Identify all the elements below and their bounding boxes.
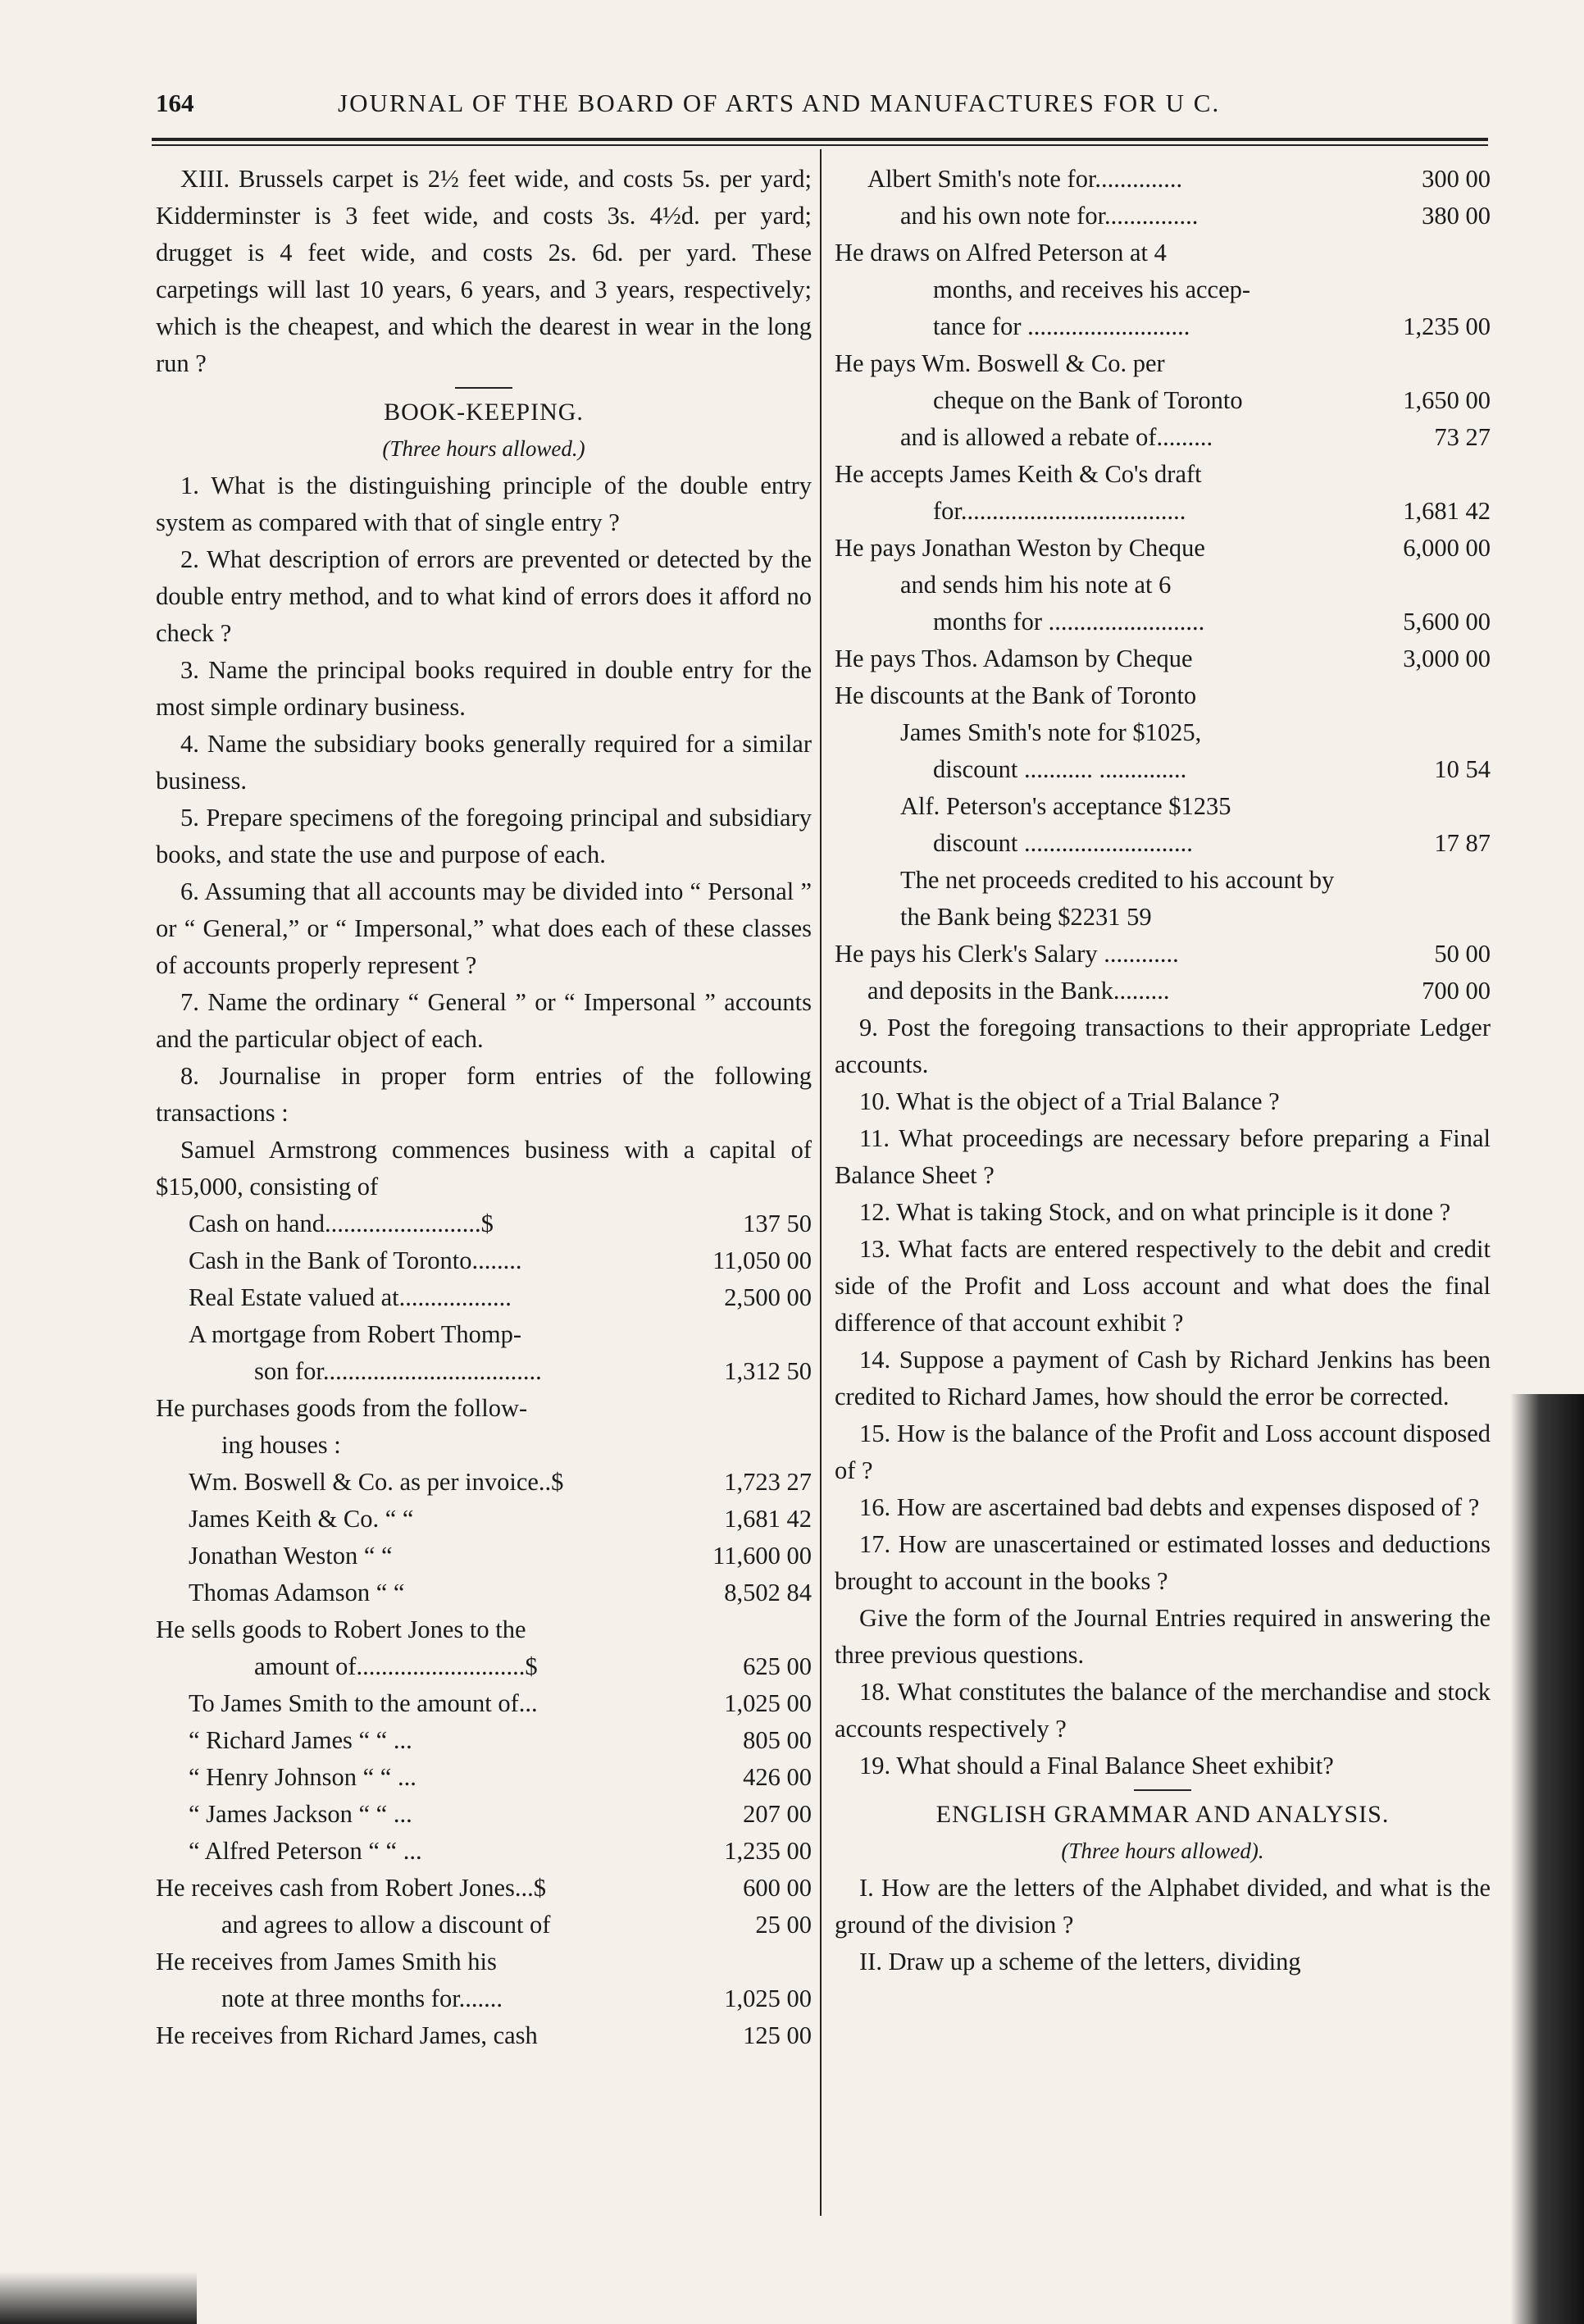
ledger-row: Jonathan Weston “ “ 11,600 00 xyxy=(189,1542,812,1570)
question-2: 2. What description of errors are prevented or detected by the double entry method, and to what kind of errors does it afford no check ? xyxy=(156,545,812,647)
right-column xyxy=(835,161,1491,1980)
ledger-row: Thomas Adamson “ “ 8,502 84 xyxy=(189,1579,812,1606)
grammar-question-ii: II. Draw up a scheme of the letters, dividing xyxy=(859,1948,1301,1975)
question-17: 17. How are unascertained or estimated losses and deductions brought to account in the books ? xyxy=(835,1530,1491,1595)
ledger-text: months, and receives his accep- xyxy=(933,276,1251,303)
question-11: 11. What proceedings are necessary before preparing a Final Balance Sheet ? xyxy=(835,1124,1491,1189)
ledger-row: He pays his Clerk's Salary ............ 50 00 xyxy=(835,940,1491,968)
ledger-row: Cash on hand.........................$ 137 50 xyxy=(189,1210,812,1237)
running-title: JOURNAL OF THE BOARD OF ARTS AND MANUFACTURES FOR U C. xyxy=(338,89,1221,117)
ledger-row: for.................................... 1,681 42 xyxy=(933,497,1491,525)
section-time-allowed: (Three hours allowed). xyxy=(1061,1839,1264,1863)
question-6: 6. Assuming that all accounts may be divided into “ Personal ” or “ General,” or “ Impersonal,” what does each of these classes of accounts properly represent ? xyxy=(156,877,812,979)
question-14: 14. Suppose a payment of Cash by Richard Jenkins has been credited to Richard James, how should the error be corrected. xyxy=(835,1346,1491,1410)
section-rule xyxy=(1134,1789,1191,1791)
ledger-row: amount of...........................$ 625 00 xyxy=(254,1652,812,1680)
ledger-row: “ Alfred Peterson “ “ ... 1,235 00 xyxy=(189,1837,812,1865)
ledger-text: He sells goods to Robert Jones to the xyxy=(156,1615,526,1643)
ledger-row: and is allowed a rebate of......... 73 27 xyxy=(900,423,1491,451)
column-divider xyxy=(820,149,822,2216)
ledger-row: To James Smith to the amount of... 1,025 00 xyxy=(189,1689,812,1717)
ledger-text: He accepts James Keith & Co's draft xyxy=(835,460,1202,488)
header-rule-thin xyxy=(152,144,1488,146)
section-heading-grammar: ENGLISH GRAMMAR AND ANALYSIS. xyxy=(935,1801,1390,1828)
question-13: 13. What facts are entered respectively to the debit and credit side of the Profit and Loss account and what does the final difference of that account exhibit ? xyxy=(835,1235,1491,1337)
left-column xyxy=(156,161,812,2054)
question-10: 10. What is the object of a Trial Balance ? xyxy=(859,1087,1280,1115)
ledger-row: discount ........................... 17 87 xyxy=(933,829,1491,857)
ledger-text: ing houses : xyxy=(221,1431,341,1459)
grammar-question-i: I. How are the letters of the Alphabet divided, and what is the ground of the division ? xyxy=(835,1874,1491,1939)
question-xiii: XIII. Brussels carpet is 2½ feet wide, and costs 5s. per yard; Kidderminster is 3 feet wide, and costs 3s. 4½d. per yard; drugget is 4 feet wide, and costs 2s. 6d. per yard. These carpetings will last 10 years, 6 years, and 3 years, respectively; which is the cheapest, and which the dearest in wear in the long run ? xyxy=(156,165,812,377)
page-header xyxy=(156,89,1484,126)
section-heading-bookkeeping: BOOK-KEEPING. xyxy=(384,399,584,426)
ledger-row: He receives from Richard James, cash 125 00 xyxy=(156,2021,812,2049)
ledger-row: “ Richard James “ “ ... 805 00 xyxy=(189,1726,812,1754)
question-1: 1. What is the distinguishing principle of the double entry system as compared with that of single entry ? xyxy=(156,472,812,536)
ledger-row: note at three months for....... 1,025 00 xyxy=(221,1985,812,2012)
ledger-row: James Keith & Co. “ “ 1,681 42 xyxy=(189,1505,812,1533)
ledger-text: Alf. Peterson's acceptance $1235 xyxy=(900,792,1231,820)
question-5: 5. Prepare specimens of the foregoing principal and subsidiary books, and state the use and purpose of each. xyxy=(156,804,812,868)
ledger-row: tance for .......................... 1,235 00 xyxy=(933,312,1491,340)
question-7: 7. Name the ordinary “ General ” or “ Impersonal ” accounts and the particular object of each. xyxy=(156,988,812,1053)
ledger-row: discount ........... .............. 10 54 xyxy=(933,755,1491,783)
ledger-row: He receives cash from Robert Jones...$ 600 00 xyxy=(156,1874,812,1902)
page-number: 164 xyxy=(156,89,194,117)
ledger-row: “ Henry Johnson “ “ ... 426 00 xyxy=(189,1763,812,1791)
ledger-row: son for................................... 1,312 50 xyxy=(254,1357,812,1385)
section-time-allowed: (Three hours allowed.) xyxy=(382,436,585,461)
question-17-note: Give the form of the Journal Entries required in answering the three previous questions. xyxy=(835,1604,1491,1669)
ledger-row: Wm. Boswell & Co. as per invoice..$ 1,723 27 xyxy=(189,1468,812,1496)
transaction-intro: Samuel Armstrong commences business with a capital of $15,000, consisting of xyxy=(156,1136,812,1201)
question-3: 3. Name the principal books required in double entry for the most simple ordinary business. xyxy=(156,656,812,721)
ledger-text: He receives from James Smith his xyxy=(156,1948,497,1975)
ledger-row: and deposits in the Bank......... 700 00 xyxy=(867,977,1491,1005)
question-19: 19. What should a Final Balance Sheet exhibit? xyxy=(859,1752,1334,1779)
question-12: 12. What is taking Stock, and on what principle is it done ? xyxy=(859,1198,1451,1226)
question-8: 8. Journalise in proper form entries of the following transactions : xyxy=(156,1062,812,1127)
question-16: 16. How are ascertained bad debts and expenses disposed of ? xyxy=(859,1493,1480,1521)
ledger-text: The net proceeds credited to his account by the Bank being $2231 59 xyxy=(900,866,1335,931)
ledger-row: He pays Jonathan Weston by Cheque 6,000 00 xyxy=(835,534,1491,562)
page-corner-shadow xyxy=(0,2272,197,2324)
ledger-row: and his own note for............... 380 00 xyxy=(900,202,1491,230)
ledger-row: He pays Thos. Adamson by Cheque 3,000 00 xyxy=(835,645,1491,672)
question-9: 9. Post the foregoing transactions to their appropriate Ledger accounts. xyxy=(835,1014,1491,1078)
ledger-text: and sends him his note at 6 xyxy=(900,571,1172,599)
ledger-row: and agrees to allow a discount of 25 00 xyxy=(221,1911,812,1939)
page-edge-shadow xyxy=(1510,1394,1584,2324)
ledger-text: He purchases goods from the follow- xyxy=(156,1394,528,1422)
ledger-row: months for ......................... 5,600 00 xyxy=(933,608,1491,636)
ledger-text: James Smith's note for $1025, xyxy=(900,718,1202,746)
ledger-row: “ James Jackson “ “ ... 207 00 xyxy=(189,1800,812,1828)
header-rule xyxy=(152,138,1488,141)
ledger-row: Real Estate valued at.................. 2,500 00 xyxy=(189,1283,812,1311)
question-4: 4. Name the subsidiary books generally required for a similar business. xyxy=(156,730,812,795)
ledger-text: He pays Wm. Boswell & Co. per xyxy=(835,349,1165,377)
ledger-row: Cash in the Bank of Toronto........ 11,050 00 xyxy=(189,1246,812,1274)
ledger-text: He discounts at the Bank of Toronto xyxy=(835,681,1197,709)
ledger-row: Albert Smith's note for.............. 300 00 xyxy=(867,165,1491,193)
ledger-row: cheque on the Bank of Toronto 1,650 00 xyxy=(933,386,1491,414)
ledger-text: He draws on Alfred Peterson at 4 xyxy=(835,239,1167,267)
section-rule xyxy=(455,387,512,389)
question-15: 15. How is the balance of the Profit and Loss account disposed of ? xyxy=(835,1419,1491,1484)
ledger-row: A mortgage from Robert Thomp- xyxy=(189,1320,522,1348)
question-18: 18. What constitutes the balance of the merchandise and stock accounts respectively ? xyxy=(835,1678,1491,1743)
